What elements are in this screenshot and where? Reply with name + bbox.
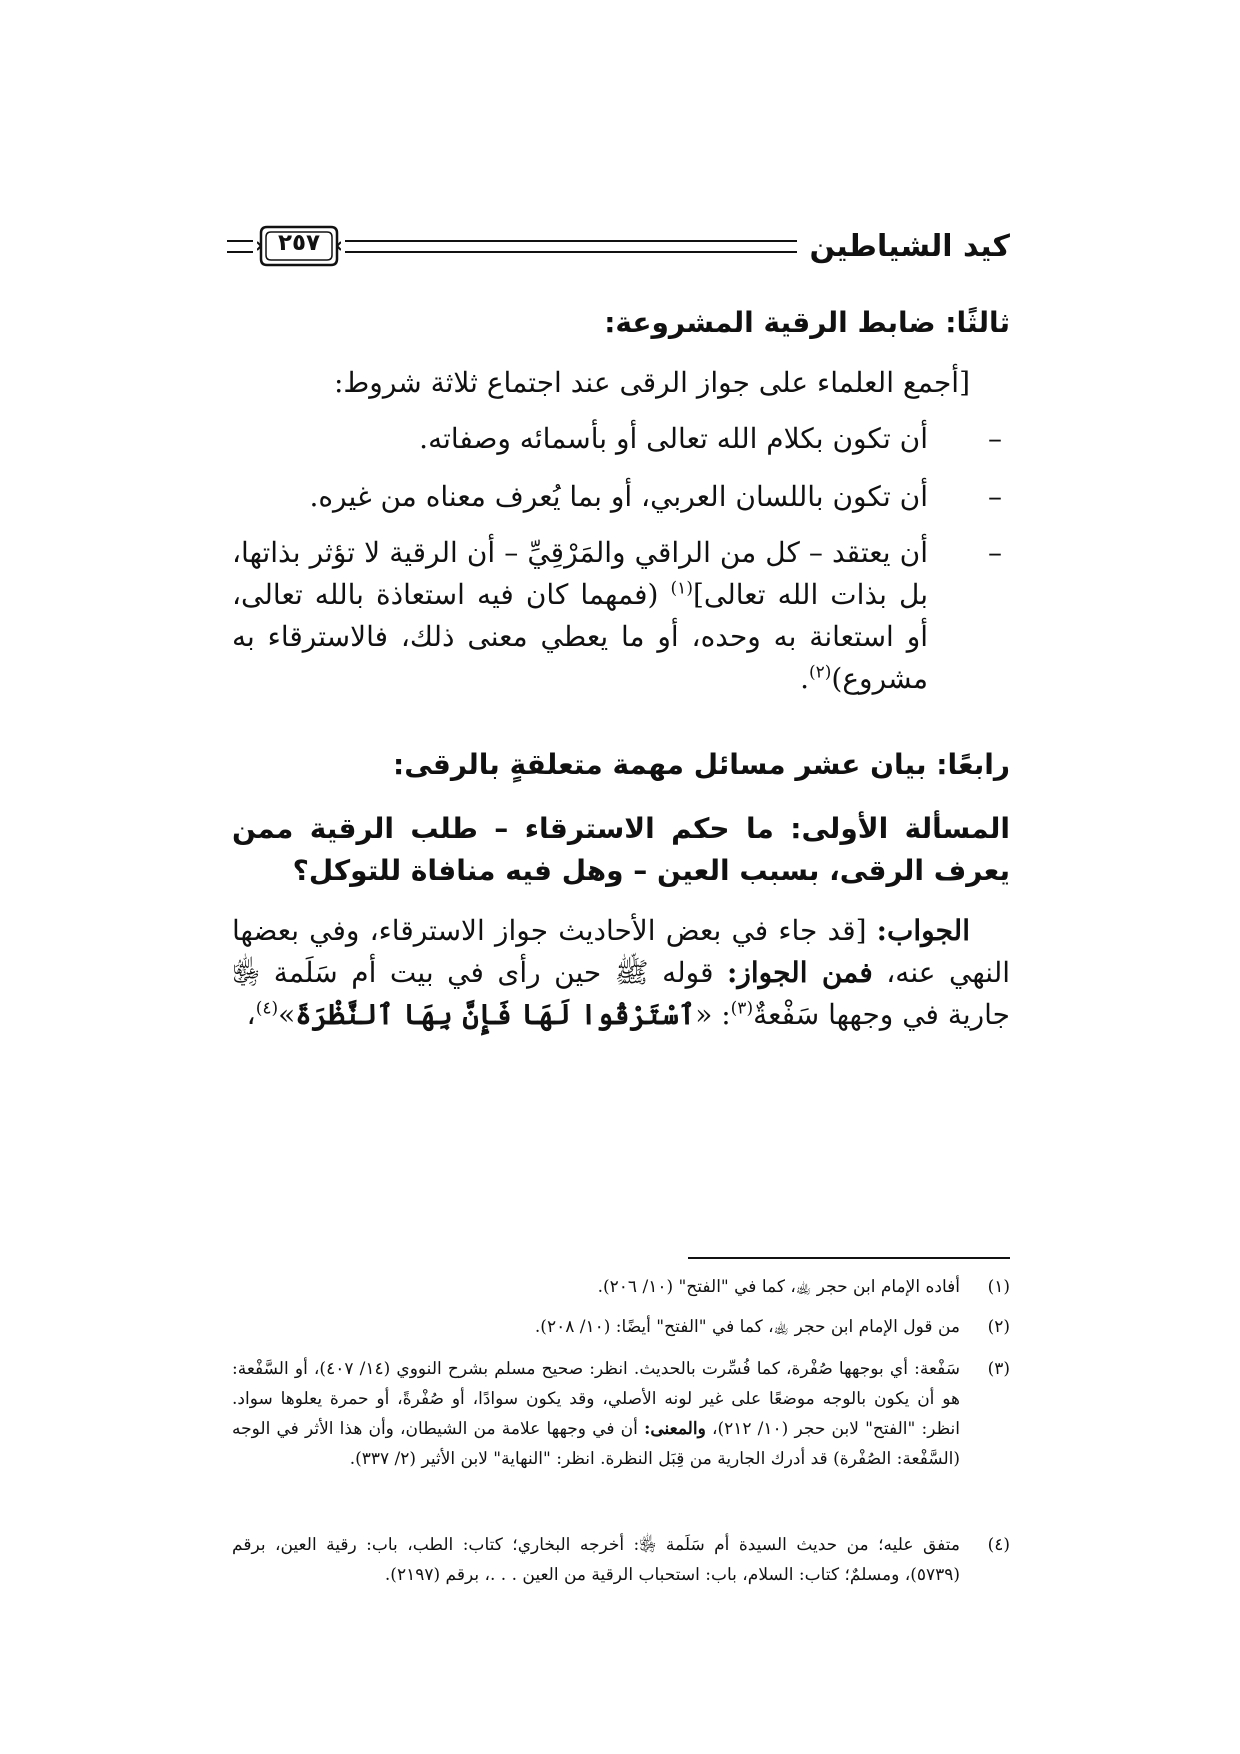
page-number: ٢٥٧ [277,230,321,256]
footnote-text [232,1354,960,1474]
answer-text: » [278,998,296,1031]
footnote-number: (٢) [987,1317,1010,1337]
answer-label: الجواب: [876,914,970,947]
question-label: المسألة الأولى: [790,812,1010,845]
answer-text: : « [695,998,731,1031]
question-paragraph [232,808,1010,892]
header-rule-long [345,240,797,253]
bullet-text-part: . [800,662,809,695]
bullet-dash: – [988,480,1002,513]
header-rule-short [227,240,253,253]
footnote [232,1530,1010,1590]
answer-paragraph [232,910,1010,1036]
bullet-item [232,476,1010,518]
footnote-number: (٤) [987,1535,1010,1555]
footnote-bold: والمعنى: [644,1419,706,1439]
footnote-text: أفاده الإمام ابن حجر ﵀، كما في "الفتح" (١٠/ ٢٠٦). [597,1277,960,1297]
bullet-text: أن تكون بكلام الله تعالى أو بأسمائه وصفاته. [419,422,928,455]
footnote-number: (٣) [987,1359,1010,1379]
bullet-item [232,532,1010,700]
bullet-dash: – [988,422,1002,455]
footnote-marker[interactable]: (٣) [730,998,754,1019]
footnote [232,1272,1010,1302]
footnote-marker[interactable]: (١) [670,578,693,599]
bullet-text-part: أن يعتقد – كل من الراقي والمَرْقِيِّ – أن الرقية لا تؤثر بذاتها، بل بذات الله تعالى] [232,536,928,611]
bullet-text [232,532,970,700]
hadith-quote: ٱسْتَرْقُوا لَهَا فَإِنَّ بِهَا ٱلنَّظْرَةَ [295,998,696,1031]
footnote-number: (١) [987,1277,1010,1297]
footnote-text-part: سَفْعة: أي بوجهها صُفْرة، كما فُسِّرت بالحديث. انظر: صحيح مسلم بشرح النووي (١٤/ ٤٠٧)، أو السَّفْعة: هو أن يكون بالوجه موضعًا على غير لونه الأصلي، وقد يكون سوادًا، أو صُفْرةً، أو حمرة يعلوها سواد. انظر: "الفتح" لابن حجر (١٠/ ٢١٢)، [232,1359,961,1439]
footnote [232,1354,1010,1474]
answer-text: [قد جاء في بعض الأحاديث جواز الاسترقاء، وفي بعضها النهي عنه، [232,914,1011,989]
intro-paragraph: [أجمع العلماء على جواز الرقى عند اجتماع ثلاثة شروط: [333,366,970,399]
running-title: كيد الشياطين [809,228,1010,264]
answer-text: قوله ﷺ حين رأى في بيت أم سَلَمة ﵂ جارية في وجهها سَفْعةٌ [232,956,1010,1031]
bullet-item [232,418,1010,460]
footnote-separator [688,1257,1010,1259]
bullet-text: أن تكون باللسان العربي، أو بما يُعرف معناه من غيره. [309,480,928,513]
bullet-dash: – [988,536,1002,569]
section-heading-4: رابعًا: بيان عشر مسائل مهمة متعلقةٍ بالرقى: [393,748,1010,781]
footnote-marker[interactable]: (٢) [809,662,832,683]
footnote-text: متفق عليه؛ من حديث السيدة أم سَلَمة ﵂: أخرجه البخاري؛ كتاب: الطب، باب: رقية العين، برقم (٥٧٣٩)، ومسلمٌ؛ كتاب: السلام، باب: استحباب الرقية من العين . . .، برقم (٢١٩٧). [232,1535,960,1585]
footnote-marker[interactable]: (٤) [255,998,279,1019]
answer-bold: فمن الجواز: [727,956,873,989]
footnote [232,1312,1010,1342]
page-number-frame [257,223,341,269]
section-heading-3: ثالثًا: ضابط الرقية المشروعة: [604,306,1010,339]
question-text: ما حكم الاسترقاء – طلب الرقية ممن يعرف الرقى، بسبب العين – وهل فيه منافاة للتوكل؟ [232,812,1010,887]
bullet-text-part: (فمهما كان فيه استعاذة بالله تعالى، أو استعانة به وحده، أو ما يعطي معنى ذلك، فالاسترقاء به مشروع) [232,578,928,695]
footnote-text: من قول الإمام ابن حجر ﵀، كما في "الفتح" أيضًا: (١٠/ ٢٠٨). [534,1317,960,1337]
page-header [227,214,1010,278]
footnote-text-part: أن في وجهها علامة من الشيطان، وأن هذا الأثر في الوجه (السَّفْعة: الصُفْرة) قد أدرك الجارية من قِبَل النظرة. انظر: "النهاية" لابن الأثير (٢/ ٣٣٧). [232,1419,960,1469]
answer-text: ، [246,998,256,1031]
